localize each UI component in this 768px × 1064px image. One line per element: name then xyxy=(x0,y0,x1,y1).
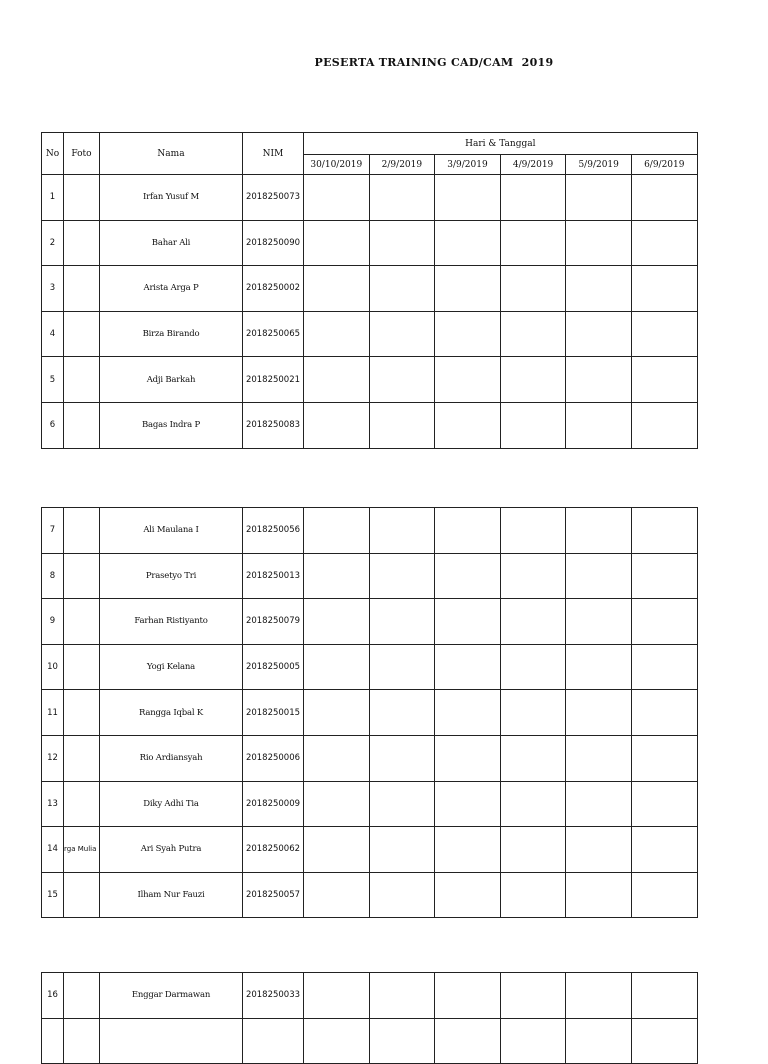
cell-attendance[interactable] xyxy=(566,827,632,873)
cell-attendance[interactable] xyxy=(304,220,370,266)
table-body-block-2 xyxy=(42,508,698,918)
cell-no: 14 xyxy=(42,827,64,873)
cell-attendance[interactable] xyxy=(500,220,566,266)
cell-foto xyxy=(64,220,100,266)
cell-attendance[interactable] xyxy=(631,599,697,645)
cell-nama: Bahar Ali xyxy=(100,220,243,266)
cell-nama: Rangga Iqbal K xyxy=(100,690,243,736)
cell-attendance[interactable] xyxy=(500,872,566,918)
cell-attendance[interactable] xyxy=(369,973,435,1019)
cell-attendance[interactable] xyxy=(566,357,632,403)
cell-attendance[interactable] xyxy=(631,508,697,554)
cell-no: 1 xyxy=(42,175,64,221)
table-row xyxy=(42,508,698,554)
attendance-table-block-3 xyxy=(41,972,698,1064)
cell-attendance[interactable] xyxy=(566,973,632,1019)
cell-attendance[interactable] xyxy=(500,735,566,781)
cell-attendance[interactable] xyxy=(435,690,501,736)
attendance-table-block-1 xyxy=(41,132,698,449)
cell-no: 13 xyxy=(42,781,64,827)
cell-no: 9 xyxy=(42,599,64,645)
cell-foto xyxy=(64,402,100,448)
cell-nama: Prasetyo Tri xyxy=(100,553,243,599)
cell-attendance[interactable] xyxy=(304,1018,370,1064)
cell-nim: 2018250083 xyxy=(243,402,304,448)
cell-nim: 2018250065 xyxy=(243,311,304,357)
cell-nama xyxy=(100,1018,243,1064)
cell-attendance[interactable] xyxy=(435,508,501,554)
cell-attendance[interactable] xyxy=(566,690,632,736)
cell-nim: 2018250057 xyxy=(243,872,304,918)
cell-nim: 2018250033 xyxy=(243,973,304,1019)
cell-attendance[interactable] xyxy=(304,973,370,1019)
cell-nama: Enggar Darmawan xyxy=(100,973,243,1019)
cell-attendance[interactable] xyxy=(500,973,566,1019)
table-row xyxy=(42,781,698,827)
cell-attendance[interactable] xyxy=(304,690,370,736)
cell-attendance[interactable] xyxy=(631,872,697,918)
cell-attendance[interactable] xyxy=(369,508,435,554)
cell-attendance[interactable] xyxy=(500,266,566,312)
cell-no: 16 xyxy=(42,973,64,1019)
cell-foto xyxy=(64,690,100,736)
cell-attendance[interactable] xyxy=(631,175,697,221)
cell-attendance[interactable] xyxy=(304,508,370,554)
cell-attendance[interactable] xyxy=(304,357,370,403)
cell-no: 3 xyxy=(42,266,64,312)
cell-attendance[interactable] xyxy=(304,872,370,918)
header-hari-tanggal: Hari & Tanggal xyxy=(304,133,698,155)
cell-attendance[interactable] xyxy=(369,402,435,448)
cell-attendance[interactable] xyxy=(304,781,370,827)
table-row xyxy=(42,644,698,690)
cell-nim: 2018250002 xyxy=(243,266,304,312)
cell-attendance[interactable] xyxy=(631,402,697,448)
table-row xyxy=(42,357,698,403)
cell-attendance[interactable] xyxy=(435,311,501,357)
cell-attendance[interactable] xyxy=(500,781,566,827)
cell-attendance[interactable] xyxy=(566,599,632,645)
cell-attendance[interactable] xyxy=(304,175,370,221)
cell-foto xyxy=(64,872,100,918)
cell-attendance[interactable] xyxy=(631,735,697,781)
cell-attendance[interactable] xyxy=(435,357,501,403)
cell-nim: 2018250005 xyxy=(243,644,304,690)
cell-attendance[interactable] xyxy=(369,220,435,266)
cell-foto xyxy=(64,266,100,312)
cell-attendance[interactable] xyxy=(304,266,370,312)
table-row xyxy=(42,1018,698,1064)
cell-attendance[interactable] xyxy=(566,781,632,827)
cell-no: 12 xyxy=(42,735,64,781)
document-title-text: PESERTA TRAINING CAD/CAM 2019 xyxy=(314,56,554,69)
cell-attendance[interactable] xyxy=(566,508,632,554)
table-body-block-1 xyxy=(42,175,698,449)
cell-attendance[interactable] xyxy=(435,973,501,1019)
cell-foto xyxy=(64,553,100,599)
cell-attendance[interactable] xyxy=(304,827,370,873)
table-row xyxy=(42,872,698,918)
cell-attendance[interactable] xyxy=(369,357,435,403)
cell-attendance[interactable] xyxy=(500,357,566,403)
cell-nama: Rio Ardiansyah xyxy=(100,735,243,781)
attendance-table-block-2 xyxy=(41,507,698,918)
cell-attendance[interactable] xyxy=(304,599,370,645)
cell-attendance[interactable] xyxy=(566,266,632,312)
cell-attendance[interactable] xyxy=(435,735,501,781)
cell-attendance[interactable] xyxy=(566,220,632,266)
cell-attendance[interactable] xyxy=(435,175,501,221)
cell-foto xyxy=(64,973,100,1019)
cell-nim: 2018250013 xyxy=(243,553,304,599)
table-row xyxy=(42,690,698,736)
cell-attendance[interactable] xyxy=(500,827,566,873)
cell-attendance[interactable] xyxy=(369,175,435,221)
cell-attendance[interactable] xyxy=(304,402,370,448)
cell-attendance[interactable] xyxy=(369,827,435,873)
header-date: 5/9/2019 xyxy=(566,155,632,175)
cell-nama: Irfan Yusuf M xyxy=(100,175,243,221)
cell-attendance[interactable] xyxy=(369,311,435,357)
cell-attendance[interactable] xyxy=(369,872,435,918)
cell-no: 15 xyxy=(42,872,64,918)
cell-nim: 2018250009 xyxy=(243,781,304,827)
cell-attendance[interactable] xyxy=(631,827,697,873)
cell-nama: Diky Adhi Tia xyxy=(100,781,243,827)
cell-attendance[interactable] xyxy=(500,508,566,554)
cell-attendance[interactable] xyxy=(369,1018,435,1064)
cell-attendance[interactable] xyxy=(566,644,632,690)
table-row xyxy=(42,266,698,312)
header-date: 30/10/2019 xyxy=(304,155,370,175)
cell-attendance[interactable] xyxy=(631,357,697,403)
document-title xyxy=(0,56,768,69)
table-row xyxy=(42,553,698,599)
cell-attendance[interactable] xyxy=(631,973,697,1019)
cell-attendance[interactable] xyxy=(369,553,435,599)
cell-foto xyxy=(64,1018,100,1064)
cell-attendance[interactable] xyxy=(566,872,632,918)
cell-attendance[interactable] xyxy=(631,311,697,357)
cell-attendance[interactable] xyxy=(304,735,370,781)
cell-attendance[interactable] xyxy=(435,644,501,690)
table-row xyxy=(42,599,698,645)
cell-attendance[interactable] xyxy=(435,553,501,599)
header-date: 4/9/2019 xyxy=(500,155,566,175)
header-nim: NIM xyxy=(243,133,304,175)
table-row xyxy=(42,175,698,221)
cell-foto xyxy=(64,357,100,403)
cell-attendance[interactable] xyxy=(435,266,501,312)
cell-no: 10 xyxy=(42,644,64,690)
cell-foto xyxy=(64,781,100,827)
cell-attendance[interactable] xyxy=(631,266,697,312)
cell-no xyxy=(42,1018,64,1064)
cell-nim: 2018250006 xyxy=(243,735,304,781)
cell-attendance[interactable] xyxy=(304,644,370,690)
cell-nama: Adji Barkah xyxy=(100,357,243,403)
cell-attendance[interactable] xyxy=(435,872,501,918)
cell-attendance[interactable] xyxy=(500,553,566,599)
cell-nama: Yogi Kelana xyxy=(100,644,243,690)
cell-no: 5 xyxy=(42,357,64,403)
cell-foto xyxy=(64,311,100,357)
cell-attendance[interactable] xyxy=(369,781,435,827)
cell-attendance[interactable] xyxy=(500,402,566,448)
cell-nim: 2018250056 xyxy=(243,508,304,554)
cell-attendance[interactable] xyxy=(566,1018,632,1064)
cell-attendance[interactable] xyxy=(631,1018,697,1064)
cell-nim: 2018250090 xyxy=(243,220,304,266)
cell-nama: Bagas Indra P xyxy=(100,402,243,448)
cell-foto xyxy=(64,735,100,781)
cell-nim: 2018250062 xyxy=(243,827,304,873)
cell-attendance[interactable] xyxy=(369,599,435,645)
cell-no: 6 xyxy=(42,402,64,448)
cell-attendance[interactable] xyxy=(369,644,435,690)
table-body-block-3 xyxy=(42,973,698,1064)
header-foto: Foto xyxy=(64,133,100,175)
table-header-row xyxy=(42,133,698,155)
header-date: 3/9/2019 xyxy=(435,155,501,175)
cell-attendance[interactable] xyxy=(369,690,435,736)
cell-attendance[interactable] xyxy=(566,175,632,221)
cell-foto xyxy=(64,175,100,221)
cell-nim xyxy=(243,1018,304,1064)
cell-attendance[interactable] xyxy=(566,553,632,599)
cell-nim: 2018250073 xyxy=(243,175,304,221)
cell-attendance[interactable] xyxy=(304,553,370,599)
cell-attendance[interactable] xyxy=(566,735,632,781)
cell-attendance[interactable] xyxy=(435,781,501,827)
cell-foto xyxy=(64,508,100,554)
cell-foto xyxy=(64,599,100,645)
cell-nama: Arista Arga P xyxy=(100,266,243,312)
cell-attendance[interactable] xyxy=(369,266,435,312)
table-row xyxy=(42,827,698,873)
cell-attendance[interactable] xyxy=(631,644,697,690)
table-row xyxy=(42,402,698,448)
cell-nama: Ali Maulana I xyxy=(100,508,243,554)
cell-attendance[interactable] xyxy=(566,402,632,448)
cell-attendance[interactable] xyxy=(500,644,566,690)
cell-attendance[interactable] xyxy=(435,220,501,266)
cell-nama: Ari Syah Putra xyxy=(100,827,243,873)
cell-foto xyxy=(64,644,100,690)
cell-no: 11 xyxy=(42,690,64,736)
table-row xyxy=(42,973,698,1019)
header-no: No xyxy=(42,133,64,175)
cell-attendance[interactable] xyxy=(631,220,697,266)
header-date: 6/9/2019 xyxy=(631,155,697,175)
cell-attendance[interactable] xyxy=(500,175,566,221)
cell-no: 2 xyxy=(42,220,64,266)
cell-attendance[interactable] xyxy=(631,553,697,599)
table-row xyxy=(42,311,698,357)
cell-attendance[interactable] xyxy=(500,690,566,736)
cell-attendance[interactable] xyxy=(631,781,697,827)
cell-nim: 2018250021 xyxy=(243,357,304,403)
table-row xyxy=(42,220,698,266)
cell-no: 4 xyxy=(42,311,64,357)
cell-attendance[interactable] xyxy=(435,599,501,645)
cell-attendance[interactable] xyxy=(369,735,435,781)
table-row xyxy=(42,735,698,781)
cell-no: 8 xyxy=(42,553,64,599)
header-date: 2/9/2019 xyxy=(369,155,435,175)
cell-foto: rga Mulia xyxy=(64,827,100,873)
cell-nama: Ilham Nur Fauzi xyxy=(100,872,243,918)
cell-attendance[interactable] xyxy=(435,1018,501,1064)
cell-nama: Birza Birando xyxy=(100,311,243,357)
cell-attendance[interactable] xyxy=(500,599,566,645)
cell-attendance[interactable] xyxy=(500,1018,566,1064)
cell-nama: Farhan Ristiyanto xyxy=(100,599,243,645)
cell-attendance[interactable] xyxy=(435,827,501,873)
header-nama: Nama xyxy=(100,133,243,175)
cell-no: 7 xyxy=(42,508,64,554)
cell-attendance[interactable] xyxy=(631,690,697,736)
cell-attendance[interactable] xyxy=(304,311,370,357)
cell-attendance[interactable] xyxy=(435,402,501,448)
cell-attendance[interactable] xyxy=(500,311,566,357)
cell-nim: 2018250079 xyxy=(243,599,304,645)
cell-nim: 2018250015 xyxy=(243,690,304,736)
cell-attendance[interactable] xyxy=(566,311,632,357)
